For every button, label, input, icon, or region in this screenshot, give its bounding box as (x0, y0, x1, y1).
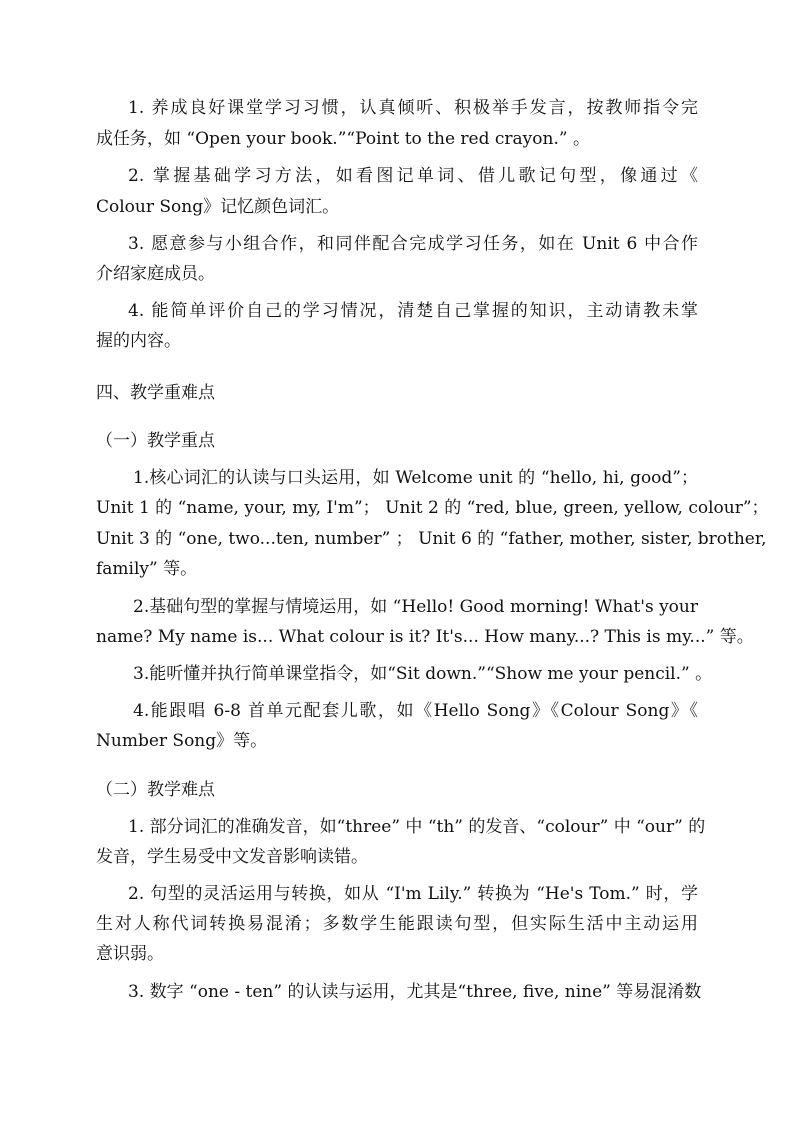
key-point-1-line-2: Unit 1 的 “name, your, my, I'm”； Unit 2 的 “red, blue, green, yellow, colour”； (96, 498, 769, 518)
key-point-3-line-1: 3.能听懂并执行简单课堂指令，如“Sit down.”“Show me your pencil.” 。 (133, 664, 713, 684)
difficult-point-2-line-3: 意识弱。 (96, 944, 164, 964)
habit-item-2-line-1: 2. 掌握基础学习方法，如看图记单词、借儿歌记句型，像通过《 (128, 166, 698, 186)
key-point-4-line-2: Number Song》等。 (96, 731, 268, 751)
habit-item-4-line-1: 4. 能简单评价自己的学习情况，清楚自己掌握的知识，主动请教未掌 (128, 301, 698, 321)
habit-item-3-line-2: 介绍家庭成员。 (96, 264, 215, 284)
difficult-point-2-line-2: 生对人称代词转换易混淆；多数学生能跟读句型，但实际生活中主动运用 (96, 914, 698, 934)
habit-item-3-line-1: 3. 愿意参与小组合作，和同伴配合完成学习任务，如在 Unit 6 中合作 (128, 234, 698, 254)
key-point-4-line-1: 4.能跟唱 6-8 首单元配套儿歌，如《Hello Song》《Colour Song》《 (133, 701, 698, 721)
habit-item-1-line-2: 成任务，如 “Open your book.”“Point to the red crayon.” 。 (96, 129, 590, 149)
habit-item-4-line-2: 握的内容。 (96, 331, 181, 351)
subsection-heading-difficult-points: （二）教学难点 (96, 780, 215, 800)
section-heading-4: 四、教学重难点 (96, 383, 215, 403)
difficult-point-3-line-1: 3. 数字 “one - ten” 的认读与运用，尤其是“three, five, nine” 等易混淆数 (128, 982, 702, 1002)
key-point-2-line-2: name? My name is... What colour is it? It's... How many...? This is my...” 等。 (96, 627, 754, 647)
key-point-1-line-3: Unit 3 的 “one, two...ten, number” ； Unit 6 的 “father, mother, sister, brother, (96, 529, 767, 549)
difficult-point-1-line-1: 1. 部分词汇的准确发音，如“three” 中 “th” 的发音、“colour” 中 “our” 的 (128, 817, 706, 837)
key-point-2-line-1: 2.基础句型的掌握与情境运用，如 “Hello! Good morning! What's your (133, 597, 698, 617)
key-point-1-line-4: family” 等。 (96, 559, 198, 579)
subsection-heading-key-points: （一）教学重点 (96, 431, 215, 451)
key-point-1-line-1: 1.核心词汇的认读与口头运用，如 Welcome unit 的 “hello, hi, good”； (133, 468, 698, 488)
difficult-point-1-line-2: 发音，学生易受中文发音影响读错。 (96, 847, 368, 867)
difficult-point-2-line-1: 2. 句型的灵活运用与转换，如从 “I'm Lily.” 转换为 “He's Tom.” 时，学 (128, 884, 698, 904)
habit-item-2-line-2: Colour Song》记忆颜色词汇。 (96, 197, 340, 217)
habit-item-1-line-1: 1. 养成良好课堂学习习惯，认真倾听、积极举手发言，按教师指令完 (128, 98, 698, 118)
